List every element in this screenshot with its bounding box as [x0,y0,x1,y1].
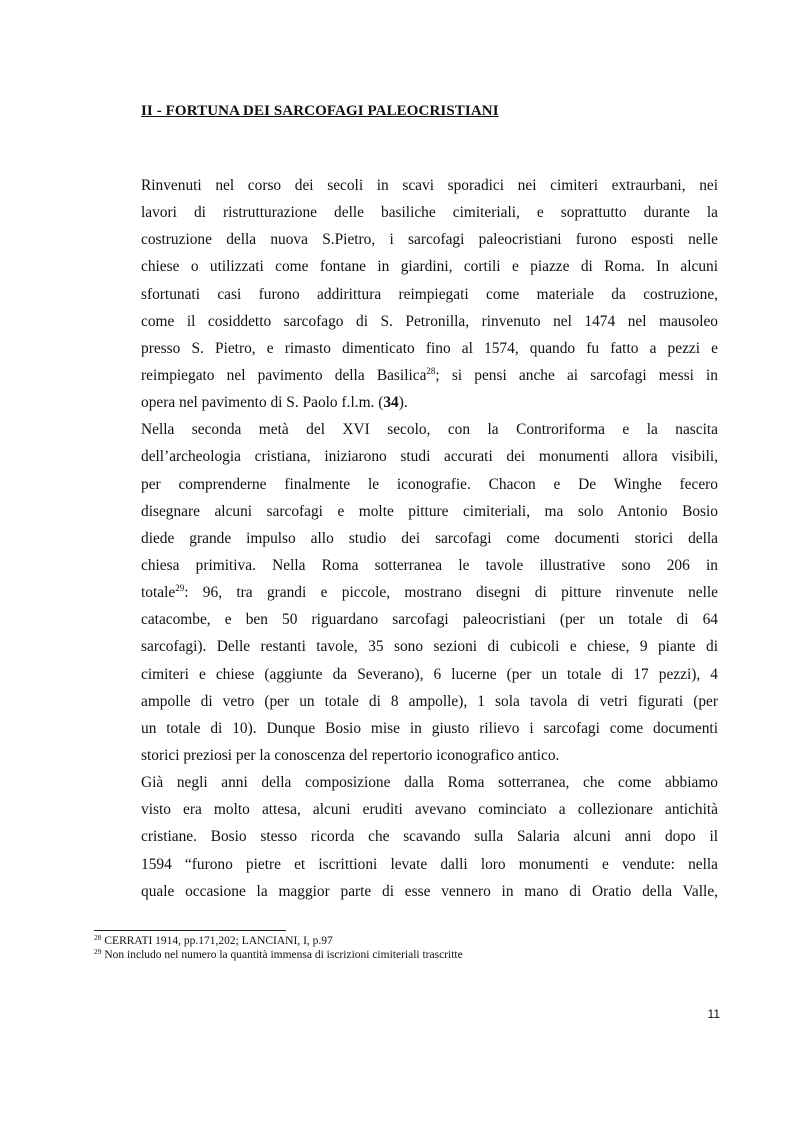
text-line: lavori di ristrutturazione delle basiliche cimiteriali, e soprattutto durante la [141,204,718,222]
text-line: quale occasione la maggior parte di esse vennero in mano di Oratio della Valle, [141,882,718,900]
footnote-divider [94,930,286,931]
text-line: Rinvenuti nel corso dei secoli in scavi sporadici nei cimiteri extraurbani, nei [141,177,718,194]
text-line: 1594 “furono pietre et iscrittioni levate dalli loro monumenti e vendute: nella [141,855,718,873]
footnote: $^{28}$ CERRATI 1914, pp.171,202; LANCIANI, I, p.97 [94,933,333,947]
footnote: $^{29}$ Non includo nel numero la quantità immensa di iscrizioni cimiteriali trascritte [94,947,463,961]
text-line: Nella seconda metà del XVI secolo, con la Controriforma e la nascita [141,421,718,439]
text-line: storici preziosi per la conoscenza del repertorio iconografico antico. [141,746,560,764]
text-line: per comprenderne finalmente le iconografie. Chacon e De Winghe fecero [141,475,718,493]
chapter-heading: II - FORTUNA DEI SARCOFAGI PALEOCRISTIANI [141,103,499,119]
text-line: cimiteri e chiese (aggiunte da Severano), 6 lucerne (per un totale di 17 pezzi), 4 [141,665,718,683]
text-line: chiese o utilizzati come fontane in giardini, cortili e piazze di Roma. In alcuni [141,258,718,276]
text-line: un totale di 10). Dunque Bosio mise in giusto rilievo i sarcofagi come documenti [141,719,718,737]
text-line: ampolle di vetro (per un totale di 8 ampolle), 1 sola tavola di vetri figurati (per [141,692,718,710]
text-line: presso S. Pietro, e rimasto dimenticato fino al 1574, quando fu fatto a pezzi e [141,339,718,357]
text-line: diede grande impulso allo studio dei sarcofagi come documenti storici della [141,529,718,547]
text-line: opera nel pavimento di S. Paolo f.l.m. (34). [141,394,408,412]
text-line: chiesa primitiva. Nella Roma sotterranea le tavole illustrative sono 206 in [141,556,718,574]
text-line: catacombe, e ben 50 riguardano sarcofagi paleocristiani (per un totale di 64 [141,611,718,629]
text-line: disegnare alcuni sarcofagi e molte pitture cimiteriali, ma solo Antonio Bosio [141,502,718,520]
text-line: costruzione della nuova S.Pietro, i sarcofagi paleocristiani furono esposti nelle [141,231,718,249]
footnotes [94,934,463,962]
body-text [141,172,718,905]
text-line: cristiane. Bosio stesso ricorda che scavando sulla Salaria alcuni anni dopo il [141,828,718,846]
text-line: totale$^{29}$: 96, tra grandi e piccole, mostrano disegni di pitture rinvenute nelle [141,583,718,602]
figure-ref: 34 [383,394,399,412]
text-line: sarcofagi). Delle restanti tavole, 35 sono sezioni di cubicoli e chiese, 9 piante di [141,638,718,656]
text-line: sfortunati casi furono addirittura reimpiegati come materiale da costruzione, [141,285,718,303]
text-line: dell’archeologia cristiana, iniziarono studi accurati dei monumenti allora visibili, [141,448,718,466]
page-number: 11 [707,1007,720,1021]
text-line: reimpiegato nel pavimento della Basilica$^{28}$; si pensi anche ai sarcofagi messi in [141,365,718,384]
text-line: visto era molto attesa, alcuni eruditi avevano cominciato a collezionare antichità [141,801,718,819]
text-line: Già negli anni della composizione dalla Roma sotterranea, che come abbiamo [141,774,718,792]
text-line: come il cosiddetto sarcofago di S. Petronilla, rinvenuto nel 1474 nel mausoleo [141,312,718,330]
footnote-ref-29: 29 [175,583,185,594]
footnote-ref-28: 28 [426,365,436,376]
